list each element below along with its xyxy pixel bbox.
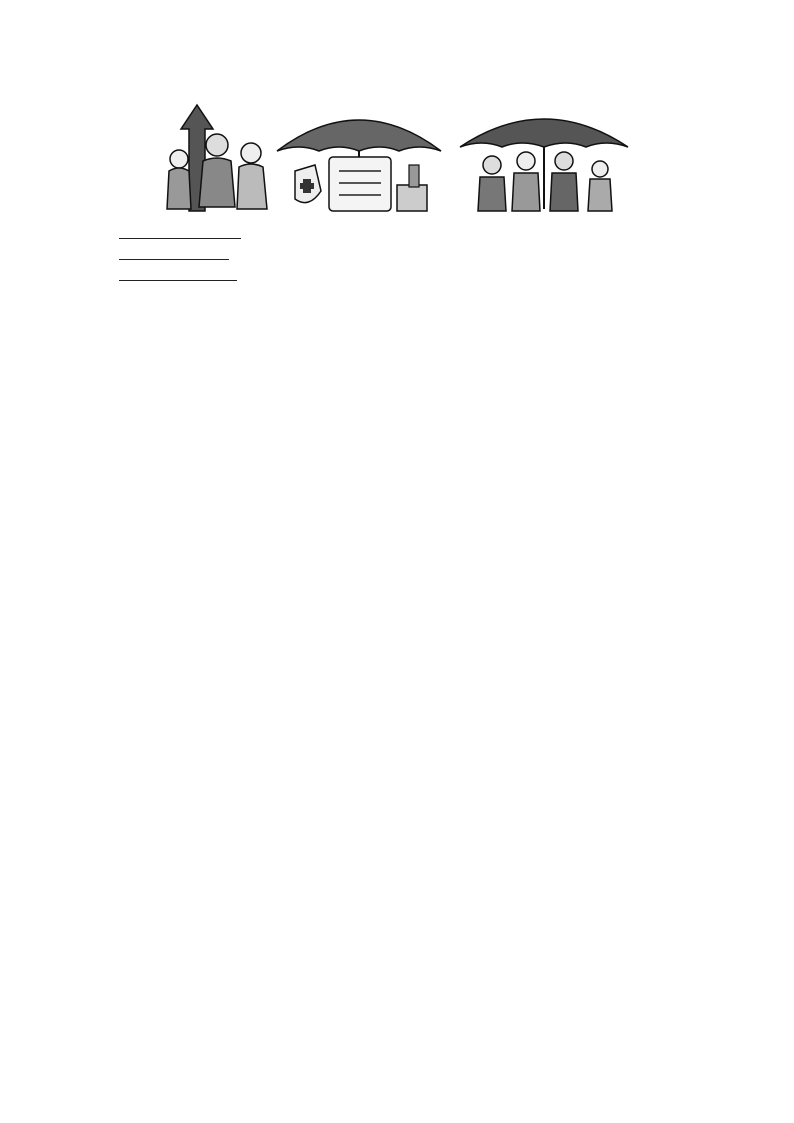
q1-blank[interactable] <box>119 224 241 239</box>
pension-cartoon <box>159 99 279 217</box>
q2-answer-line <box>119 265 689 286</box>
q1-answer-line <box>119 223 689 244</box>
exam-page <box>119 95 689 285</box>
because-blank[interactable] <box>119 245 229 260</box>
because-answer-line <box>119 244 689 265</box>
social-security-cartoon <box>454 99 634 217</box>
q2-blank[interactable] <box>119 266 237 281</box>
cartoon-strip <box>119 99 689 217</box>
medical-insurance-cartoon <box>269 99 449 217</box>
